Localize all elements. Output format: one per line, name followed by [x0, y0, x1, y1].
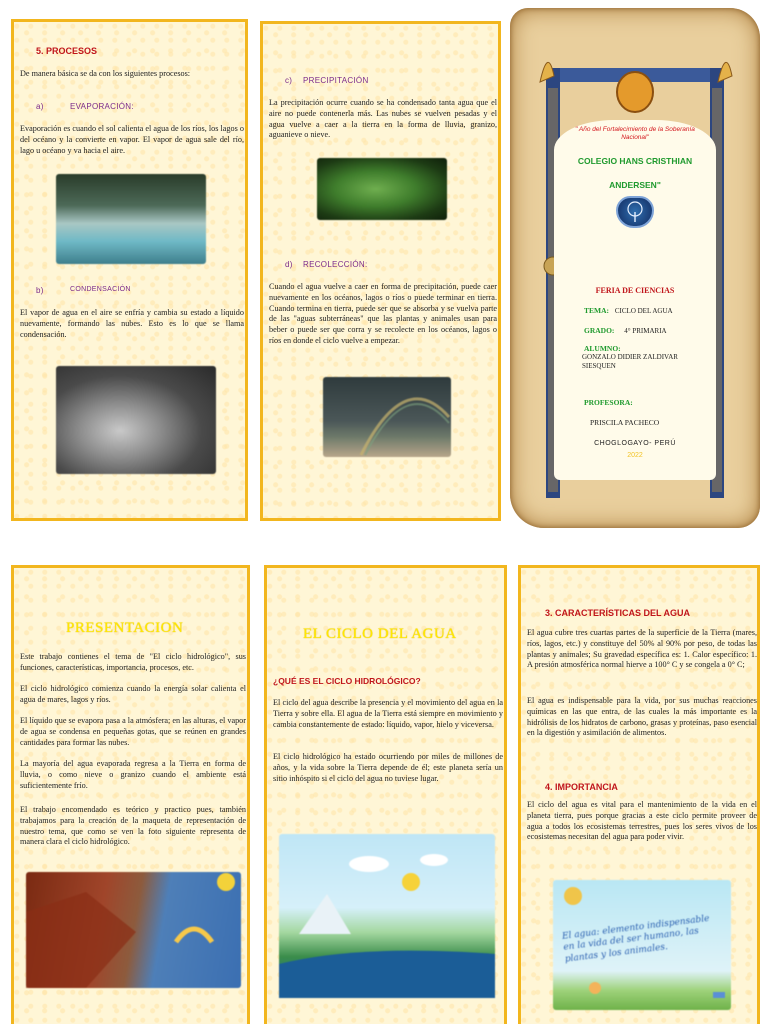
city: CHOGLOGAYO- PERÚ	[594, 440, 676, 447]
presentacion-p1: Este trabajo contienes el tema de "El ciclo hidrológico", sus funciones, características, importancia, procesos, etc.	[20, 652, 246, 672]
rec-text: Cuando el agua vuelve a caer en forma de precipitación, puede caer nuevamente en los océanos, lagos o ríos o puede terminar en tierra. Cuando termina en tierra, puede ser que se absorba y se vuelva parte de las "aguas subterráneas" que las plantas y animales usan para beber o puede ser que corra y se recolecte en los océanos, lagos o ríos en donde el ciclo vuelve a empezar.	[269, 282, 497, 346]
rainbow-photo	[323, 377, 451, 457]
year: 2022	[627, 452, 643, 459]
school-emblem	[616, 196, 654, 228]
procesos-heading: 5. PROCESOS	[36, 46, 98, 56]
clouds-photo	[56, 366, 216, 474]
precip-label: c)	[285, 76, 293, 85]
steam-photo	[56, 174, 206, 264]
smiling-earth-icon	[553, 880, 731, 1010]
presentacion-p3: El líquido que se evapora pasa a la atmósfera; en las alturas, el vapor de agua se condensa en pequeñas gotas, que se reúnen en grandes cantidades para formar las nubes.	[20, 716, 246, 747]
precip-text: La precipitación ocurre cuando se ha condensado tanta agua que el aire no puede contenerla más. Las nubes se vuelven pesadas y el agua vuelve a caer a la tierra en la forma de lluvia, granizo, aguanieve o nieve.	[269, 98, 497, 140]
tema-row	[584, 306, 673, 315]
tema-label: TEMA:	[584, 306, 609, 315]
caract-p1: El agua cubre tres cuartas partes de la superficie de la Tierra (mares, ríos, lagos, etc.) y constituye del 50% al 90% por peso, de todas las plantas y animales; Su gravedad específica es: 1. Calor específico: 1. A presión atmosférica normal hierve a 100° C y se congela a 0° C;	[527, 628, 757, 670]
rec-label: d)	[285, 260, 293, 269]
ciclo-p2: El ciclo hidrológico ha estado ocurriendo por miles de millones de años, y la vida sobre la Tierra depende de él; este planeta sería un sitio inhóspito si el ciclo del agua no tuviese lugar.	[273, 752, 503, 783]
ciclo-p1: El ciclo del agua describe la presencia y el movimiento del agua en la Tierra y sobre ella. El agua de la Tierra está siempre en movimiento y cambia constantemente de estado: líquido, vapor, hielo y viceversa.	[273, 698, 503, 729]
panel-ciclo	[264, 565, 507, 1024]
cover-content	[554, 120, 716, 480]
panel-caracteristicas	[518, 565, 760, 1024]
procesos-intro: De manera básica se da con los siguientes procesos:	[20, 69, 191, 78]
evap-text: Evaporación es cuando el sol calienta el agua de los ríos, los lagos o del océano y la convierte en vapor. El vapor de agua sale del río, lago u océano y va hacia el aire.	[20, 124, 244, 155]
fair-title: FERIA DE CIENCIAS	[595, 286, 675, 295]
evap-title: EVAPORACIÓN:	[70, 102, 134, 111]
school-name-1: COLEGIO HANS CRISTHIAN	[577, 156, 693, 166]
alumno-label: ALUMNO:	[584, 344, 621, 353]
water-cycle-icon	[279, 834, 495, 998]
evap-label: a)	[36, 102, 44, 111]
presentacion-p5: El trabajo encomendado es teórico y practico pues, también trabajamos para la creación de la maqueta de representación de nuestro tema, que como se ven la foto siguiente representa de manera clara el ciclo hidrológico.	[20, 805, 246, 847]
water-cycle-diagram	[279, 834, 495, 998]
school-name-2: ANDERSEN"	[609, 180, 661, 190]
leaf-droplets-photo	[317, 158, 447, 220]
importancia-heading: 4. IMPORTANCIA	[545, 782, 618, 792]
cond-title: CONDENSACIÓN	[70, 286, 131, 293]
rainbow-icon	[323, 377, 451, 457]
cond-text: El vapor de agua en el aire se enfría y cambia su estado a líquido nuevamente, formando las nubes. Esto es lo que se llama condensación.	[20, 308, 244, 339]
tema-value: CICLO DEL AGUA	[614, 307, 673, 315]
ciclo-question: ¿QUÉ ES EL CICLO HIDROLÓGICO?	[273, 676, 421, 686]
grado-label: GRADO:	[584, 326, 615, 335]
hydro-model-icon	[26, 872, 241, 988]
caract-heading: 3. CARACTERÍSTICAS DEL AGUA	[545, 608, 691, 618]
caract-p2: El agua es indispensable para la vida, por sus muchas reacciones químicas en las que entra, de las cuales la más importante es la hidrólisis de los hidratos de carbono, grasas y proteínas, paso esencial en la digestión y asimilación de alimentos.	[527, 696, 757, 738]
presentacion-p4: La mayoría del agua evaporada regresa a la Tierra en forma de lluvia, o como nieve o granizo cuando el ambiente está suficientemente frío.	[20, 759, 246, 790]
prof-label: PROFESORA:	[584, 398, 633, 407]
rec-title: RECOLECCIÓN:	[303, 260, 368, 269]
quote-text: El agua: elemento indispensable en la vida del ser humano, las plantas y los animales.	[561, 913, 710, 965]
prof-value: PRISCILA PACHECO	[590, 418, 660, 427]
grado-value: 4° PRIMARIA	[624, 327, 667, 335]
panel-procesos	[11, 19, 248, 521]
cover-motto: " Año del Fortalecimiento de la Soberanía Nacional"	[575, 126, 695, 142]
alumno-value: GONZALO DIDIER ZALDIVAR SIESQUEN	[582, 353, 678, 371]
panel-presentacion	[11, 565, 250, 1024]
model-photo	[26, 872, 241, 988]
panel-precipitacion	[260, 21, 501, 521]
cond-label: b)	[36, 286, 44, 295]
quote-illustration	[553, 880, 731, 1010]
importancia-text: El ciclo del agua es vital para el mantenimiento de la vida en el planeta tierra, pues porque gracias a este ciclo permite proveer de agua a todos los ecosistemas terrestres, pues los seres vivos de los ecosistemas necesitan del agua para poder vivir.	[527, 800, 757, 842]
cover-scroll	[510, 8, 760, 528]
tree-icon	[618, 198, 652, 226]
ciclo-title: EL CICLO DEL AGUA	[303, 626, 457, 642]
precip-title: PRECIPITACIÓN	[303, 76, 369, 85]
presentacion-p2: El ciclo hidrológico comienza cuando la energía solar calienta el agua de mares, lagos y ríos.	[20, 684, 246, 704]
presentacion-title: PRESENTACION	[66, 620, 184, 636]
grado-row	[584, 326, 667, 335]
